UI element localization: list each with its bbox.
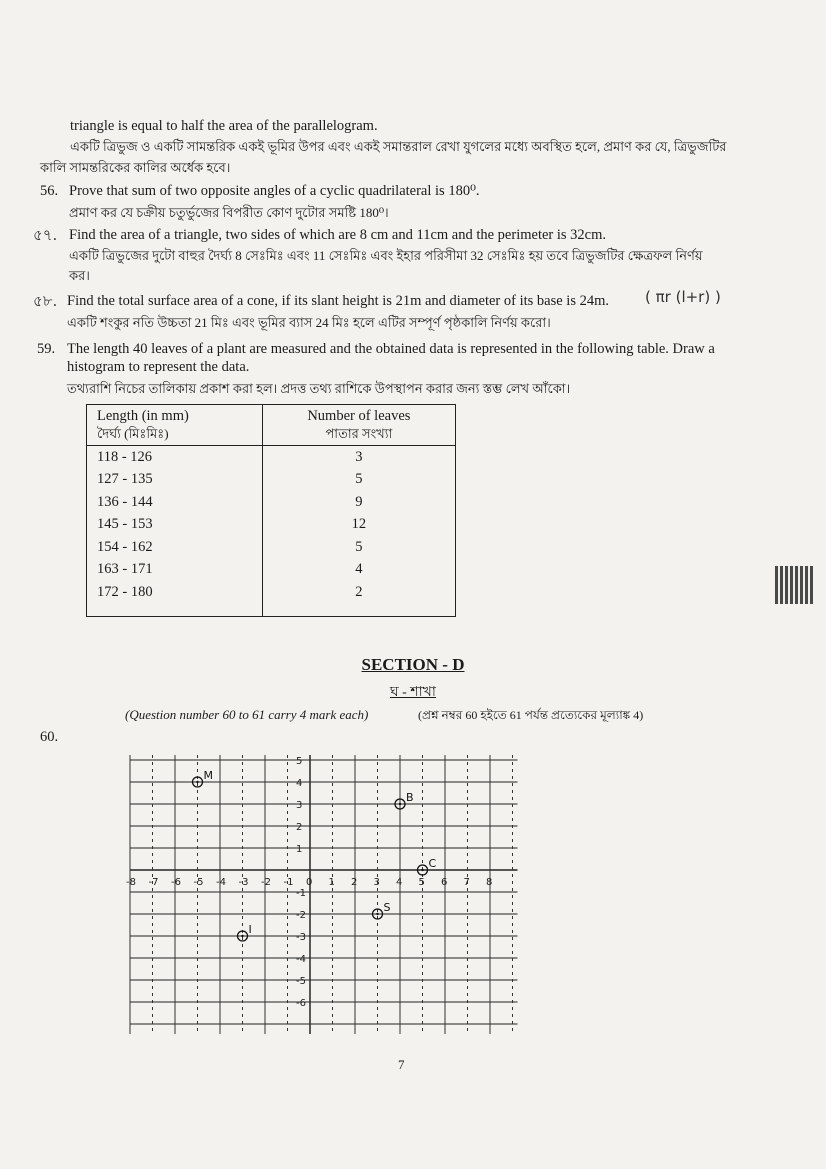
x-tick-label: 3 [373, 877, 380, 888]
y-tick-label: -4 [296, 954, 306, 965]
q58-number-handwritten: ৫৮. [33, 292, 58, 310]
x-tick-label: -7 [148, 877, 159, 888]
section-note-en: (Question number 60 to 61 carry 4 mark each) [125, 707, 369, 722]
q58-text-en: Find the total surface area of a cone, if its slant height is 21m and diameter of its base is 24m. [67, 293, 609, 309]
q57-text-en: Find the area of a triangle, two sides of which are 8 cm and 11cm and the perimeter is 32cm. [69, 227, 606, 243]
y-tick-label: 4 [296, 778, 303, 789]
y-tick-label: -6 [296, 998, 306, 1009]
section-title: SECTION - D [361, 655, 465, 674]
y-tick-label: 5 [296, 756, 303, 767]
x-tick-label: 1 [328, 877, 335, 888]
length-cell: 127 - 135 [87, 469, 263, 492]
length-cell: 154 - 162 [87, 536, 263, 559]
length-cell: 163 - 171 [87, 559, 263, 582]
point-dot [399, 803, 401, 805]
col-header-leaves-en: Number of leaves [307, 407, 411, 424]
length-cell: 145 - 153 [87, 514, 263, 537]
x-tick-label: -5 [193, 877, 204, 888]
point-label: C [428, 857, 437, 870]
q55-text-en: triangle is equal to half the area of the parallelogram. [70, 118, 378, 134]
y-tick-label: 2 [296, 822, 303, 833]
point-label: M [203, 769, 213, 782]
point-dot [421, 869, 423, 871]
y-tick-label: 3 [296, 800, 303, 811]
page-number: 7 [398, 1057, 405, 1072]
col-header-length-en: Length (in mm) [97, 407, 189, 424]
leaf-length-table [86, 404, 456, 617]
q57-text-bn-1: একটি ত্রিভুজের দুটো বাহুর দৈর্ঘ্য 8 সেঃমিঃ এবং 11 সেঃমিঃ এবং ইহার পরিসীমা 32 সেঃমিঃ হয় তবে ত্রিভুজটির ক্ষেত্রফল নির্ণয় [69, 248, 703, 263]
q57-text-bn-2: কর। [69, 268, 90, 283]
section-note-bn: (প্রশ্ন নম্বর 60 হইতে 61 পর্যন্ত প্রত্যেকের মূল্যাঙ্ক 4) [418, 708, 644, 722]
x-tick-label: 0 [306, 877, 313, 888]
x-tick-label: -1 [283, 877, 294, 888]
x-tick-label: 8 [486, 877, 493, 888]
q56-number: 56. [40, 183, 59, 199]
y-tick-label: -5 [296, 976, 306, 987]
point-label: I [248, 923, 252, 936]
x-tick-label: 2 [351, 877, 358, 888]
point-dot [376, 913, 378, 915]
table-row [87, 491, 456, 514]
qr-code [775, 566, 813, 604]
q56-text-en: Prove that sum of two opposite angles of a cyclic quadrilateral is 180⁰. [69, 183, 480, 199]
x-tick-label: -4 [216, 877, 226, 888]
q56-text-bn: প্রমাণ কর যে চক্রীয় চতুর্ভুজের বিপরীত কোণ দুটোর সমষ্টি 180⁰। [69, 205, 389, 220]
y-tick-label: -3 [296, 932, 306, 943]
x-tick-label: 7 [463, 877, 470, 888]
q60-number: 60. [40, 729, 59, 745]
table-row [87, 514, 456, 537]
leaves-cell: 2 [262, 581, 455, 616]
leaves-cell: 5 [262, 536, 455, 559]
x-tick-label: 5 [418, 877, 425, 888]
length-cell: 136 - 144 [87, 491, 263, 514]
point-label: S [383, 901, 391, 914]
table-row [87, 581, 456, 616]
col-header-leaves [262, 405, 455, 446]
y-tick-label: -1 [296, 888, 306, 899]
y-tick-label: -2 [296, 910, 306, 921]
q57-number-handwritten: ৫৭. [33, 226, 58, 244]
q55-text-bn-2: কালি সামন্তরিকের কালির অর্ধেক হবে। [40, 160, 231, 175]
table-row [87, 446, 456, 469]
length-cell: 118 - 126 [87, 446, 263, 469]
leaves-cell: 9 [262, 491, 455, 514]
q58-text-bn: একটি শংকুর নতি উচ্চতা 21 মিঃ এবং ভূমির ব্যাস 24 মিঃ হলে এটির সম্পূর্ণ পৃষ্ঠকালি নির্ণয় করো। [67, 315, 551, 330]
q59-number: 59. [37, 341, 56, 357]
x-tick-label: -2 [261, 877, 271, 888]
table-row [87, 559, 456, 582]
q59-text-en-1: The length 40 leaves of a plant are measured and the obtained data is represented in the following table. Draw a [67, 341, 715, 357]
col-header-length [87, 405, 263, 446]
coordinate-graph [125, 752, 520, 1042]
leaves-cell: 12 [262, 514, 455, 537]
section-title-bn: ঘ - শাখা [390, 685, 436, 700]
q58-handwritten-formula: ( πr (l+r) ) [645, 288, 721, 306]
table-row [87, 469, 456, 492]
y-tick-label: 1 [296, 844, 303, 855]
col-header-leaves-bn: পাতার সংখ্যা [325, 425, 393, 441]
col-header-length-bn: দৈর্ঘ্য (মিঃমিঃ) [97, 425, 169, 441]
x-tick-label: 6 [441, 877, 448, 888]
leaves-cell: 5 [262, 469, 455, 492]
q59-text-en-2: histogram to represent the data. [67, 359, 250, 375]
x-tick-label: -6 [171, 877, 181, 888]
table-row [87, 536, 456, 559]
leaves-cell: 4 [262, 559, 455, 582]
x-tick-label: -3 [238, 877, 249, 888]
point-dot [241, 935, 243, 937]
leaves-cell: 3 [262, 446, 455, 469]
point-dot [196, 781, 198, 783]
q59-text-bn: তথ্যরাশি নিচের তালিকায় প্রকাশ করা হল। প্রদত্ত তথ্য রাশিকে উপস্থাপন করার জন্য স্তম্ভ লেখ আঁকো। [67, 381, 571, 396]
x-tick-label: -8 [126, 877, 136, 888]
point-label: B [406, 791, 414, 804]
length-cell: 172 - 180 [87, 581, 263, 616]
x-tick-label: 4 [396, 877, 403, 888]
q55-text-bn-1: একটি ত্রিভুজ ও একটি সামন্তরিক একই ভূমির উপর এবং একই সমান্তরাল রেখা যুগলের মধ্যে অবস্থিত হলে, প্রমাণ কর যে, ত্রিভুজটির [70, 139, 727, 154]
